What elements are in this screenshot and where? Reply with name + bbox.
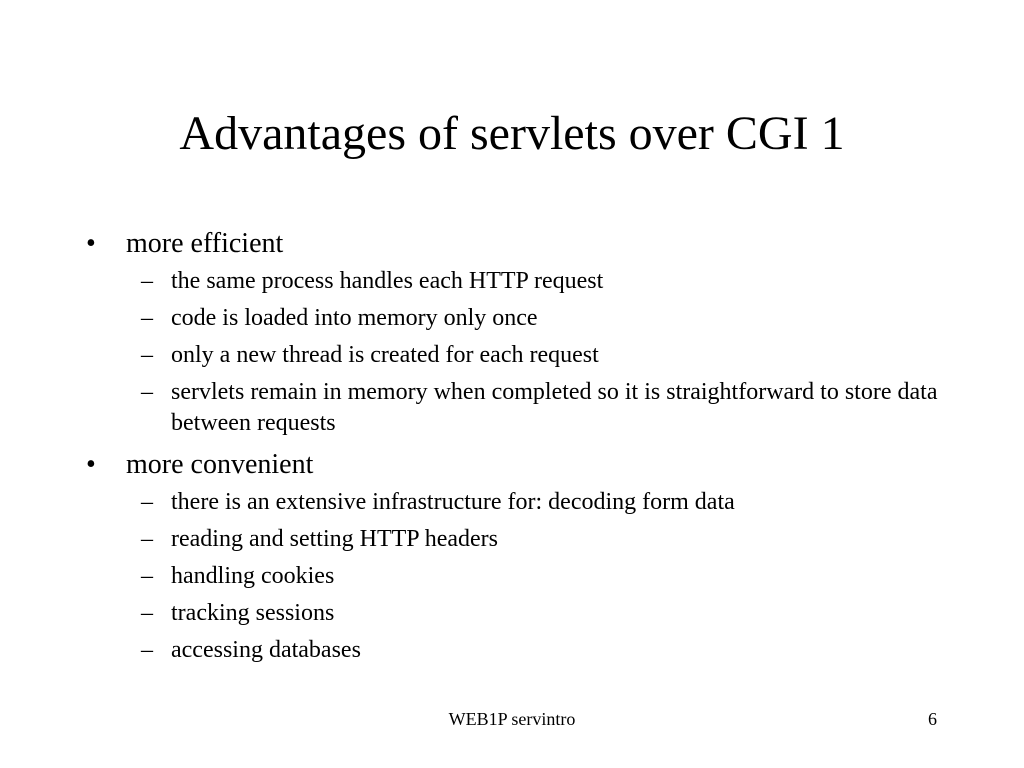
bullet-more-convenient [84, 447, 964, 483]
dash-marker: – [141, 563, 153, 589]
sub-item [84, 340, 961, 371]
sub-item-text: handling cookies [171, 563, 335, 589]
sub-item [84, 303, 961, 334]
dash-marker: – [141, 379, 153, 405]
sub-item-text: accessing databases [171, 637, 361, 663]
sub-item [84, 561, 961, 592]
dash-marker: – [141, 268, 153, 294]
dash-marker: – [141, 637, 153, 663]
sub-item-text: the same process handles each HTTP request [171, 268, 604, 294]
dash-marker: – [141, 305, 153, 331]
bullet-text: more efficient [126, 228, 284, 259]
sub-item [84, 487, 961, 518]
sub-item [84, 635, 961, 666]
sub-item [84, 266, 961, 297]
sub-list-convenient [84, 487, 964, 666]
bullet-text: more convenient [126, 449, 314, 480]
page-number: 6 [928, 709, 937, 729]
slide-title: Advantages of servlets over CGI 1 [179, 107, 845, 160]
dash-marker: – [141, 342, 153, 368]
dash-marker: – [141, 526, 153, 552]
sub-item-text: only a new thread is created for each request [171, 342, 599, 368]
sub-item-text: servlets remain in memory when completed so it is straightforward to store data between requests [171, 379, 938, 436]
sub-item-text: tracking sessions [171, 600, 335, 626]
sub-list-efficient [84, 266, 964, 439]
sub-item [84, 598, 961, 629]
slide-body [84, 226, 964, 674]
bullet-more-efficient [84, 226, 964, 262]
footer-label: WEB1P servintro [448, 709, 576, 729]
sub-item-text: reading and setting HTTP headers [171, 526, 499, 552]
sub-item-text: there is an extensive infrastructure for: decoding form data [171, 489, 735, 515]
sub-item [84, 524, 961, 555]
bullet-marker: • [86, 228, 96, 259]
dash-marker: – [141, 489, 153, 515]
dash-marker: – [141, 600, 153, 626]
sub-item [84, 377, 961, 439]
sub-item-text: code is loaded into memory only once [171, 305, 538, 331]
bullet-marker: • [86, 449, 96, 480]
